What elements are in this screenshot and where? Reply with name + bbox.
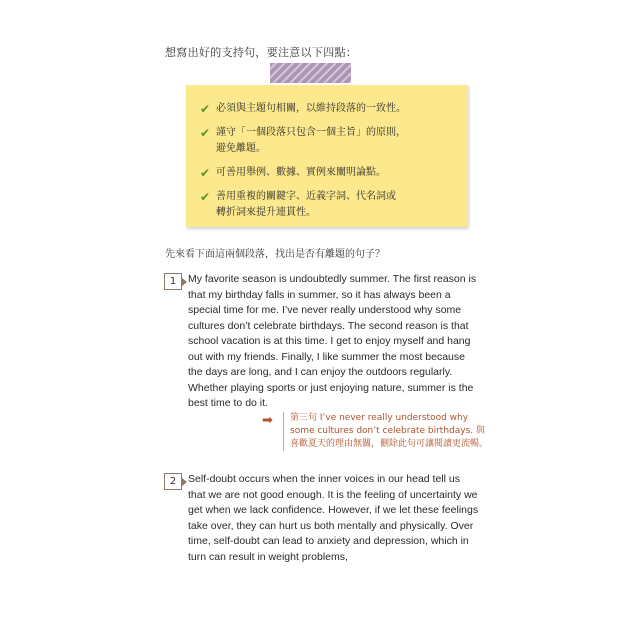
tip-line: 可善用舉例、數據、實例來闡明論點。	[216, 167, 386, 178]
paragraph-number-badge: 2	[164, 473, 182, 490]
tip-item	[200, 189, 462, 221]
tip-item	[200, 125, 462, 157]
paragraph-1: My favorite season is undoubtedly summer. The first reason is that my birthday falls in summer, so it has always been a special time for me. I’ve never really understood why some cultures don’t celebrate birthdays. The second reason is that school vacation is at this time. I get to enjoy myself and hang out with my friends. Finally, I like summer the most because the days are long, and I can enjoy the outdoors regularly. Whether playing sports or just enjoying nature, summer is the best time to do it.	[188, 273, 477, 409]
paragraph-2: Self-doubt occurs when the inner voices in our head tell us that we are not good enough. It is the feeling of uncertainty we get when we lack confidence. However, if we let these feelings take over, they can hurt us both mentally and physically. Over time, self-doubt can lead to anxiety and depression, which in turn can result in weight problems,	[188, 473, 479, 563]
paragraph-number-badge: 1	[164, 273, 182, 290]
tips-list	[200, 101, 462, 229]
question-prompt: 先來看下面這兩個段落，找出是否有離題的句子？	[165, 249, 385, 260]
check-icon: ✔	[200, 126, 211, 140]
tip-item	[200, 165, 462, 181]
tip-item	[200, 101, 462, 117]
intro-text: 想寫出好的支持句，要注意以下四點：	[165, 46, 358, 59]
tip-text	[216, 101, 406, 117]
tip-line: 避免離題。	[216, 143, 266, 154]
washi-tape	[270, 63, 351, 83]
tip-line: 善用重複的關鍵字、近義字詞、代名詞或	[216, 191, 396, 202]
tip-text	[216, 125, 406, 157]
arrow-right-icon: ➡	[262, 413, 273, 428]
check-icon: ✔	[200, 102, 211, 116]
tip-line: 轉折詞來提升連貫性。	[216, 207, 316, 218]
tip-text	[216, 165, 386, 181]
check-icon: ✔	[200, 190, 211, 204]
check-icon: ✔	[200, 166, 211, 180]
tip-line: 必須與主題句相關，以維持段落的一致性。	[216, 103, 406, 114]
explanation-note: 第三句 I’ve never really understood why some cultures don’t celebrate birthdays. 與喜歡夏天的理由無關，刪除此句可讓閱讀更流暢。	[283, 412, 490, 451]
tip-line: 謹守「一個段落只包含一個主旨」的原則，	[216, 127, 406, 138]
sticky-note	[186, 85, 468, 227]
tip-text	[216, 189, 396, 221]
